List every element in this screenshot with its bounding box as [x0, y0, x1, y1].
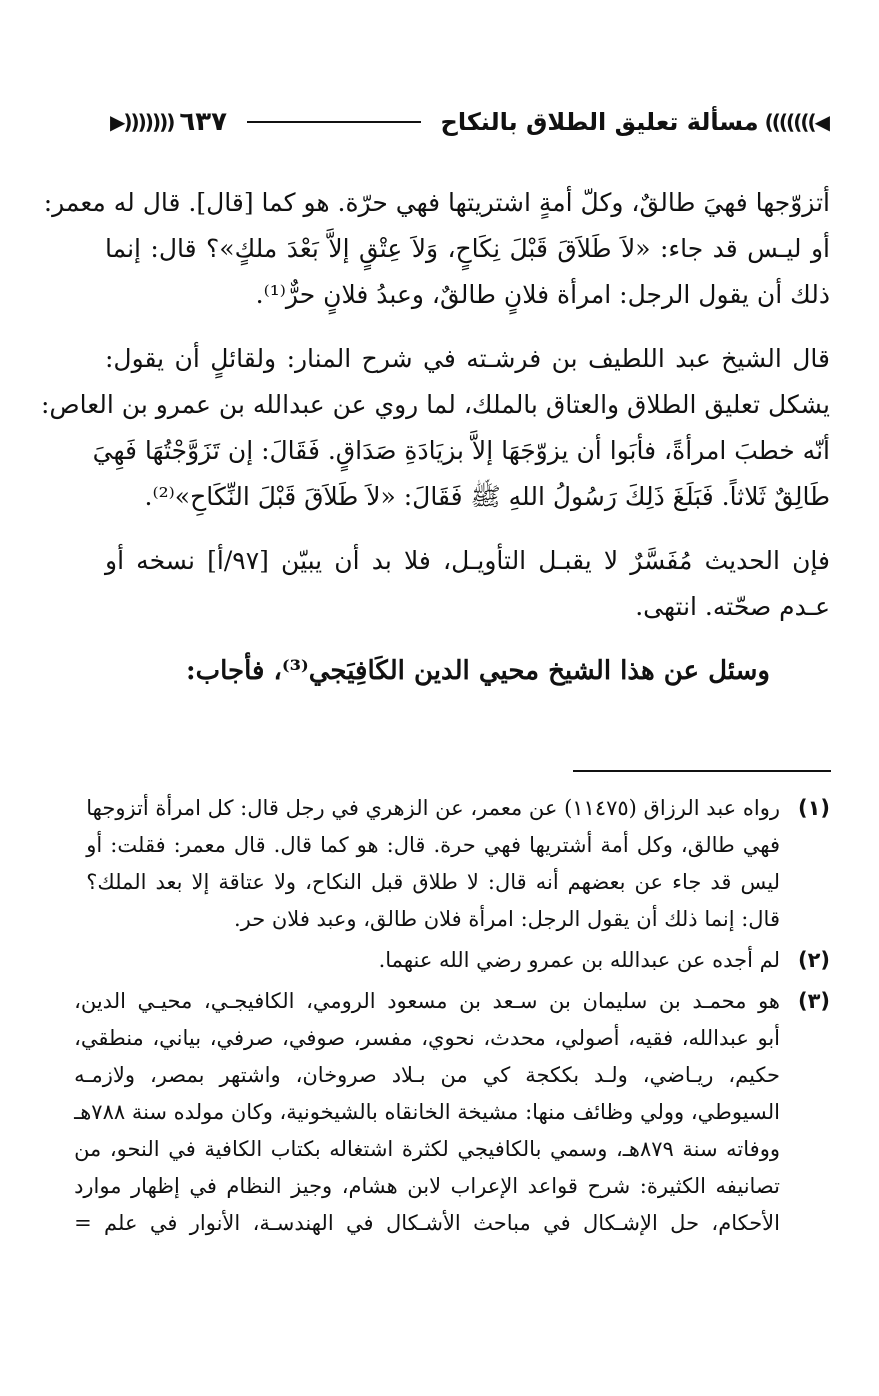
- body-line: أتزوّجها فهيَ طالقٌ، وكلّ أمةٍ اشتريتها فهي حرّة. هو كما [قال]. قال له معمر:: [43, 188, 830, 217]
- body-line: ذلك أن يقول الرجل: امرأة فلانٍ طالقٌ، وعبدُ فلانٍ حرٌّ⁽¹⁾.: [255, 280, 830, 309]
- footnote-2: [105, 942, 830, 979]
- footnote-line: حكيم، ريـاضي، ولـد بككجة كي من بـلاد صروخان، واشتهر بمصر، ولازمـه: [74, 1063, 780, 1087]
- body-line: أو ليـس قد جاء: «لاَ طَلاَقَ قَبْلَ نِكَاحٍ، وَلاَ عِتْقٍ إلاَّ بَعْدَ ملكٍ»؟ قال: إنما: [105, 234, 830, 263]
- question-heading: وسئل عن هذا الشيخ محيي الدين الكَافِيَجي⁽³⁾، فأجاب:: [186, 656, 770, 686]
- body-line: أنّه خطبَ امرأةً، فأبَوا أن يزوّجَهَا إلاَّ بزيَادَةِ صَدَاقٍ. فَقَالَ: إن تَزَوَّجْتُهَا فَهِيَ: [92, 436, 830, 465]
- footnote-number: (٢): [797, 948, 830, 972]
- footnote-line: قال: إنما ذلك أن يقول الرجل: امرأة فلان طالق، وعبد فلان حر.: [233, 907, 780, 931]
- header-ornament-left: (((((((▶: [110, 110, 174, 134]
- body-line: فإن الحديث مُفَسَّرٌ لا يقبـل التأويـل، فلا بد أن يبيّن [٩٧/أ] نسخه أو: [105, 546, 831, 575]
- footnote-line: ووفاته سنة ٨٧٩هـ، وسمي بالكافيجي لكثرة اشتغاله بكتاب الكافية في النحو، من: [74, 1137, 780, 1161]
- footnote-separator: [573, 770, 831, 772]
- footnote-number: (١): [797, 796, 830, 820]
- body-line: طَالِقٌ ثَلاثاً. فَبَلَغَ ذَلِكَ رَسُولُ اللهِ ﷺ فَقَالَ: «لاَ طَلاَقَ قَبْلَ النِّكَاحِ»⁽²⁾.: [144, 482, 830, 511]
- footnote-line: تصانيفه الكثيرة: شرح قواعد الإعراب لابن هشام، وجيز النظام في إظهار موارد: [74, 1174, 780, 1198]
- body-line: قال الشيخ عبد اللطيف بن فرشـته في شرح المنار: ولقائلٍ أن يقول:: [105, 344, 830, 373]
- footnote-number: (٣): [797, 989, 830, 1013]
- page-number: ٦٣٧: [179, 107, 227, 137]
- footnote-line: الأحكام، حل الإشـكال في مباحث الأشـكال في الهندسـة، الأنوار في علم =: [74, 1211, 780, 1235]
- footnote-line: لم أجده عن عبدالله بن عمرو رضي الله عنهما.: [378, 948, 780, 972]
- main-text: [40, 180, 831, 694]
- footnote-line: هو محمـد بن سليمان بن سـعد بن مسعود الرومي، الكافيجـي، محيـي الدين،: [74, 989, 780, 1013]
- body-line: عـدم صحّته. انتهى.: [635, 592, 830, 621]
- footnote-line: السيوطي، وولي وظائف منها: مشيخة الخانقاه بالشيخونية، وكان مولده سنة ٧٨٨هـ: [74, 1100, 780, 1124]
- footnote-3: [74, 983, 830, 1242]
- header-title: مسألة تعليق الطلاق بالنكاح: [440, 108, 759, 136]
- header-rule: [247, 121, 421, 123]
- body-line: يشكل تعليق الطلاق والعتاق بالملك، لما روي عن عبدالله بن عمرو بن العاص:: [40, 390, 830, 419]
- header-ornament-right: ◀))))))): [764, 110, 828, 134]
- footnote-1: [86, 790, 830, 938]
- footnotes: [74, 790, 830, 1242]
- running-header: [110, 102, 828, 142]
- footnote-line: ليس قد جاء عن بعضهم أنه قال: لا طلاق قبل النكاح، ولا عتاقة إلا بعد الملك؟: [86, 870, 780, 894]
- footnote-line: أبو عبدالله، فقيه، أصولي، محدث، نحوي، مفسر، صوفي، صرفي، بياني، منطقي،: [74, 1026, 780, 1050]
- footnote-line: فهي طالق، وكل أمة أشتريها فهي حرة. قال: هو كما قال. قال معمر: فقلت: أو: [86, 833, 780, 857]
- footnote-line: رواه عبد الرزاق (١١٤٧٥) عن معمر، عن الزهري في رجل قال: كل امرأة أتزوجها: [86, 796, 780, 820]
